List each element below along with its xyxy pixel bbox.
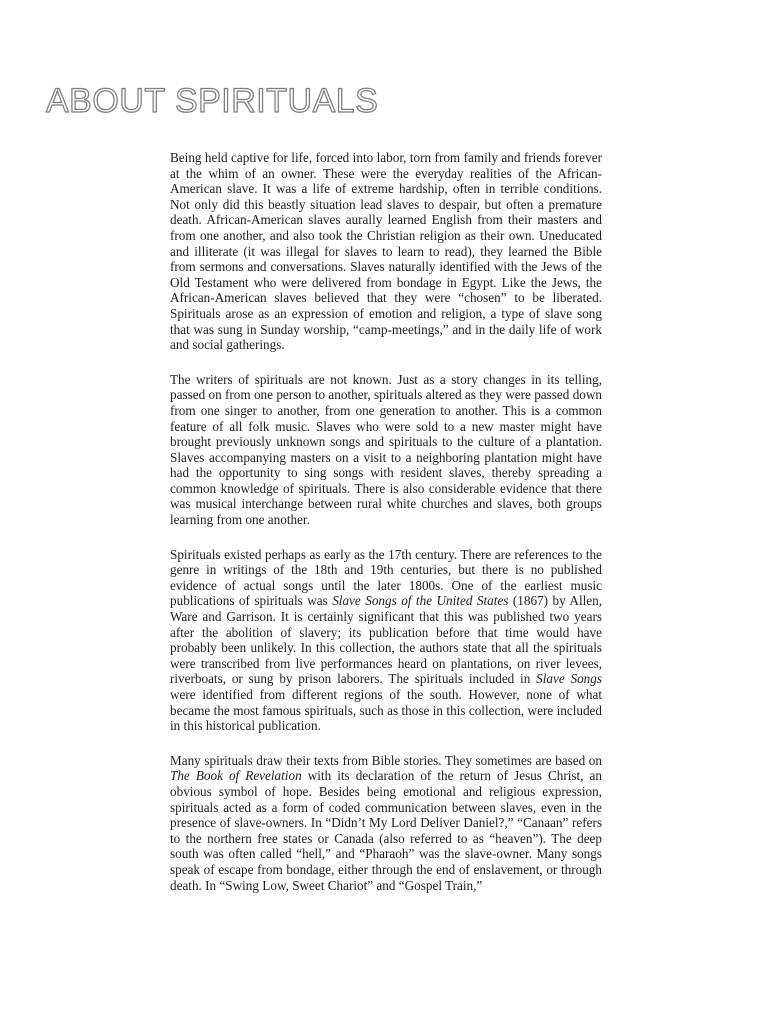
paragraph-4	[170, 753, 602, 893]
paragraph-1	[170, 150, 602, 353]
italic-title-text: The Book of Revelation	[170, 768, 302, 784]
italic-title-text: Slave Songs	[536, 671, 602, 687]
body-text	[170, 150, 602, 912]
text-run: with its declaration of the return of Jesus Christ, an obvious symbol of hope. Besides being emotional and religious expression, spirituals acted as a form of coded communication between slaves, even in the presence of slave-owners. In “Didn’t My Lord Deliver Daniel?,” “Canaan” refers to the northern free states or Canada (also referred to as “heaven”). The deep south was often called “hell,” and “Pharaoh” was the slave-owner. Many songs speak of escape from bondage, either through the end of enslavement, or through death. In “Swing Low, Sweet Chariot” and “Gospel Train,”	[170, 768, 602, 893]
paragraph-2	[170, 372, 602, 528]
page-title-block	[46, 76, 446, 124]
text-run: Being held captive for life, forced into labor, torn from family and friends forever at the whim of an owner. These were the everyday realities of the African-American slave. It was a life of extreme hardship, often in terrible conditions. Not only did this beastly situation lead slaves to despair, but often a premature death. African-American slaves aurally learned English from their masters and from one another, and also took the Christian religion as their own. Uneducated and illiterate (it was illegal for slaves to learn to read), they learned the Bible from sermons and conversations. Slaves naturally identified with the Jews of the Old Testament who were delivered from bondage in Egypt. Like the Jews, the African-American slaves believed that they were “chosen” to be liberated. Spirituals arose as an expression of emotion and religion, a type of slave song that was sung in Sunday worship, “camp-meetings,” and in the daily life of work and social gatherings.	[170, 150, 602, 353]
italic-title-text: Slave Songs of the United States	[332, 593, 509, 609]
text-run: (1867) by Allen, Ware and Garrison. It is certainly significant that this was published two years after the abolition of slavery; its publication before that time would have probably been unlikely. In this collection, the authors state that all the spirituals were transcribed from live performances heard on plantations, on river levees, riverboats, or sung by prison laborers. The spirituals included in	[170, 593, 603, 687]
text-run: Many spirituals draw their texts from Bible stories. They sometimes are based on	[170, 752, 602, 768]
page-title: ABOUT SPIRITUALS	[46, 82, 379, 120]
paragraph-3	[170, 547, 602, 734]
text-run: Spirituals existed perhaps as early as the 17th century. There are references to the genre in writings of the 18th and 19th centuries, but there is no published evidence of actual songs until the later 1800s. One of the earliest music publications of spirituals was	[170, 546, 602, 609]
text-run: The writers of spirituals are not known. Just as a story changes in its telling, passed on from one person to another, spirituals altered as they were passed down from one singer to another, from one generation to another. This is a common feature of all folk music. Slaves who were sold to a new master might have brought previously unknown songs and spirituals to the culture of a plantation. Slaves accompanying masters on a visit to a neighboring plantation might have had the opportunity to sing songs with resident slaves, thereby spreading a common knowledge of spirituals. There is also considerable evidence that there was musical interchange between rural white churches and slaves, both groups learning from one another.	[170, 371, 602, 528]
text-run: were identified from different regions of the south. However, none of what became the most famous spirituals, such as those in this collection, were included in this historical publication.	[170, 687, 602, 734]
